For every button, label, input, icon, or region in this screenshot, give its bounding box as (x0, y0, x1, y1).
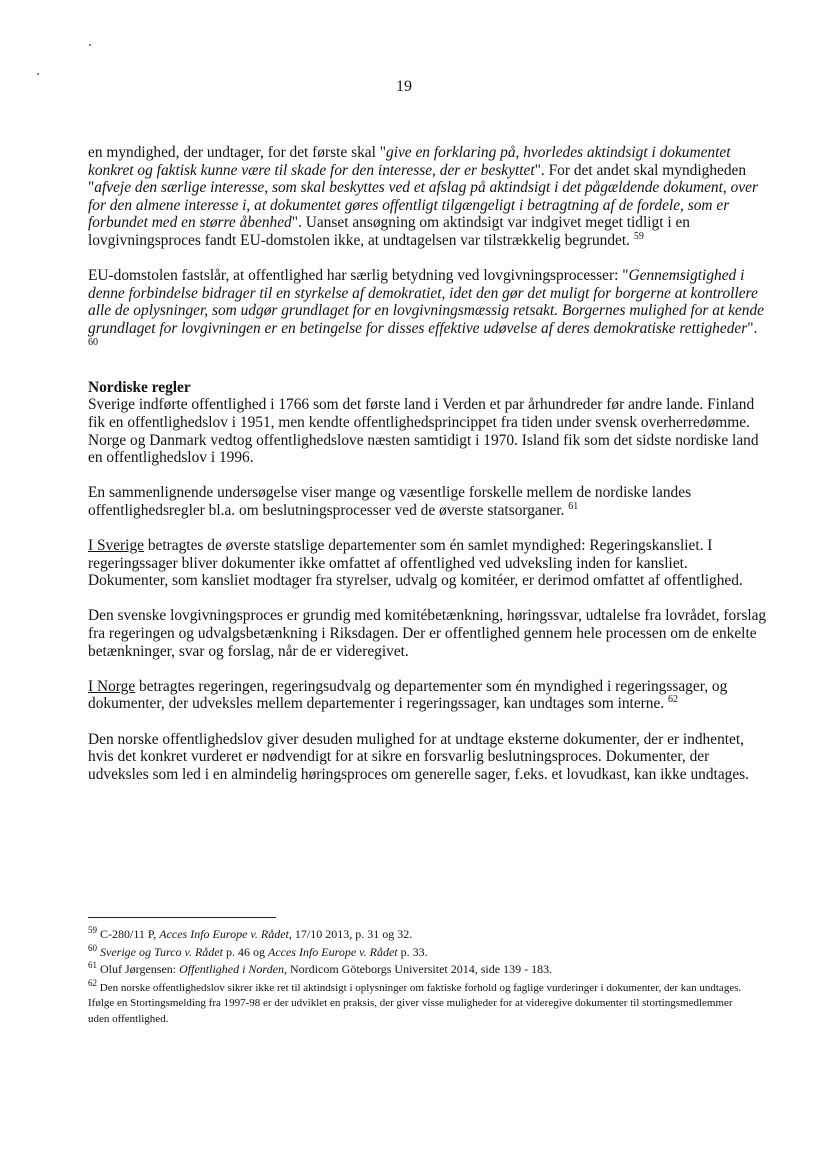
footnote-ref-60[interactable]: 60 (88, 336, 98, 348)
text: EU-domstolen fastslår, at offentlighed har særlig betydning ved lovgivningsprocesser: " (88, 267, 629, 285)
text: Oluf Jørgensen: (97, 962, 180, 976)
case-title: Sverige og Turco v. Rådet (97, 944, 223, 959)
case-title: Acces Info Europe v. Rådet (267, 944, 398, 959)
quote-italic: afveje den særlige interesse, som skal beskyttes ved et afslag på aktindsigt i det pågældende dokument, over for den almene interesse i, at dokumentet gøres offentligt tilgængeligt i betragtning af de fordele, som er forbundet med en større åbenhed (88, 179, 758, 232)
text: ". For det andet skal myndigheden " (88, 161, 747, 197)
footnote-ref-59[interactable]: 59 (633, 230, 644, 242)
paragraph-7 (88, 678, 768, 713)
footnote-59 (88, 926, 748, 944)
footnote-divider (88, 917, 276, 918)
footnotes (88, 926, 748, 1027)
text: ". Uanset ansøgning om aktindsigt var indgivet meget tidligt i en lovgivningsproces fandt EU-domstolen ikke, at undtagelsen var tilstrækkelig begrundet. (88, 214, 691, 249)
paragraph-1 (88, 144, 768, 250)
paragraph-4 (88, 484, 768, 519)
paragraph-8: Den norske offentlighedslov giver desuden mulighed for at undtage eksterne dokumenter, der er indhentet, hvis det konkret vurderet er nødvendigt for at sikre en forsvarlig beslutningsproces. Dokumenter, der udveksles som led i en almindelig høringsproces om generelle sager, f.eks. et lovudkast, kan ikke undtages. (88, 730, 750, 783)
footnote-number: 62 (88, 977, 97, 988)
text: C-280/11 P, (97, 927, 160, 941)
paragraph-5 (88, 537, 768, 590)
text: en myndighed, der undtager, for det første skal " (88, 144, 386, 161)
section-heading: Nordiske regler (88, 378, 191, 396)
underlined-country: I Norge (88, 677, 136, 695)
text: betragtes de øverste statslige departementer som én samlet myndighed: Regeringskansliet. I regeringssager bliver dokumenter ikke omfattet af offentlighed ved udveksling inden for kansliet. Dokumenter, som kansliet modtager fra styrelser, udvalg og komitéer, er derimod omfattet af offentlighed. (88, 537, 743, 590)
text: p. 46 og (222, 944, 268, 959)
book-title: Offentlighed i Norden (179, 962, 284, 976)
scan-speck (89, 44, 91, 46)
footnote-number: 60 (88, 942, 97, 953)
paragraph-6: Den svenske lovgivningsproces er grundig med komitébetænkning, høringssvar, udtalelse fra lovrådet, forslag fra regeringen og udvalgsbetænkning i Riksdagen. Der er offentlighed gennem hele processen om de enkelte betænkninger, svar og forslag, når de er videregivet. (88, 607, 767, 660)
case-title: Acces Info Europe v. Rådet (159, 927, 289, 941)
quote-italic: Gennemsigtighed i denne forbindelse bidrager til en styrkelse af demokratiet, idet den gør det muligt for borgerne at kontrollere alle de oplysninger, som udgør grundlaget for en lovgivningsmæssig retsakt. Borgernes mulighed for at kende grundlaget for lovgivningen er en betingelse for disses effektive udøvelse af deres demokratiske rettigheder (88, 267, 764, 337)
text: , Nordicom Göteborgs Universitet 2014, side 139 - 183. (284, 962, 553, 976)
text: Den norske offentlighedslov sikrer ikke ret til aktindsigt i oplysninger om faktiske forhold og faglige vurderinger i dokumenter, der kan undtages. Ifølge en Stortingsmelding fra 1997-98 er der udviklet en praksis, der giver visse muligheder for at videregive dokumenter til stortingsmedlemmer uden offentlighed. (88, 981, 742, 1025)
footnote-number: 59 (88, 925, 97, 935)
text: En sammenlignende undersøgelse viser mange og væsentlige forskelle mellem de nordiske landes offentlighedsregler bl.a. om beslutningsprocesser ved de øverste statsorganer. (88, 484, 692, 519)
footnote-61 (88, 961, 748, 979)
body-text (88, 144, 768, 801)
footnote-62 (88, 977, 748, 1028)
quote-italic: give en forklaring på, hvorledes aktindsigt i dokumentet konkret og faktisk kunne være til skade for den interesse, der er beskyttet (88, 144, 731, 179)
scan-speck (37, 73, 39, 75)
paragraph-3: Sverige indførte offentlighed i 1766 som det første land i Verden et par århundreder før andre lande. Finland fik en offentlighedslov i 1951, men kendte offentlighedsprincippet fra tiden under svensk overherredømme. Norge og Danmark vedtog offentlighedslove næsten samtidigt i 1970. Island fik som det sidste nordiske land en offentlighedslov i 1996. (88, 396, 759, 467)
paragraph-2 (88, 267, 768, 355)
footnote-60 (88, 944, 748, 962)
text: , 17/10 2013, p. 31 og 32. (288, 927, 413, 941)
footnote-ref-62[interactable]: 62 (668, 694, 678, 706)
footnote-number: 61 (88, 960, 97, 970)
text: betragtes regeringen, regeringsudvalg og departementer som én myndighed i regeringssager, og dokumenter, der udveksles mellem departementer i regeringssager, kan undtages som interne. (88, 677, 728, 713)
underlined-country: I Sverige (88, 537, 144, 555)
text: p. 33. (397, 944, 428, 959)
page-number: 19 (396, 78, 412, 95)
footnote-ref-61[interactable]: 61 (568, 500, 579, 512)
text: ". (747, 319, 758, 337)
